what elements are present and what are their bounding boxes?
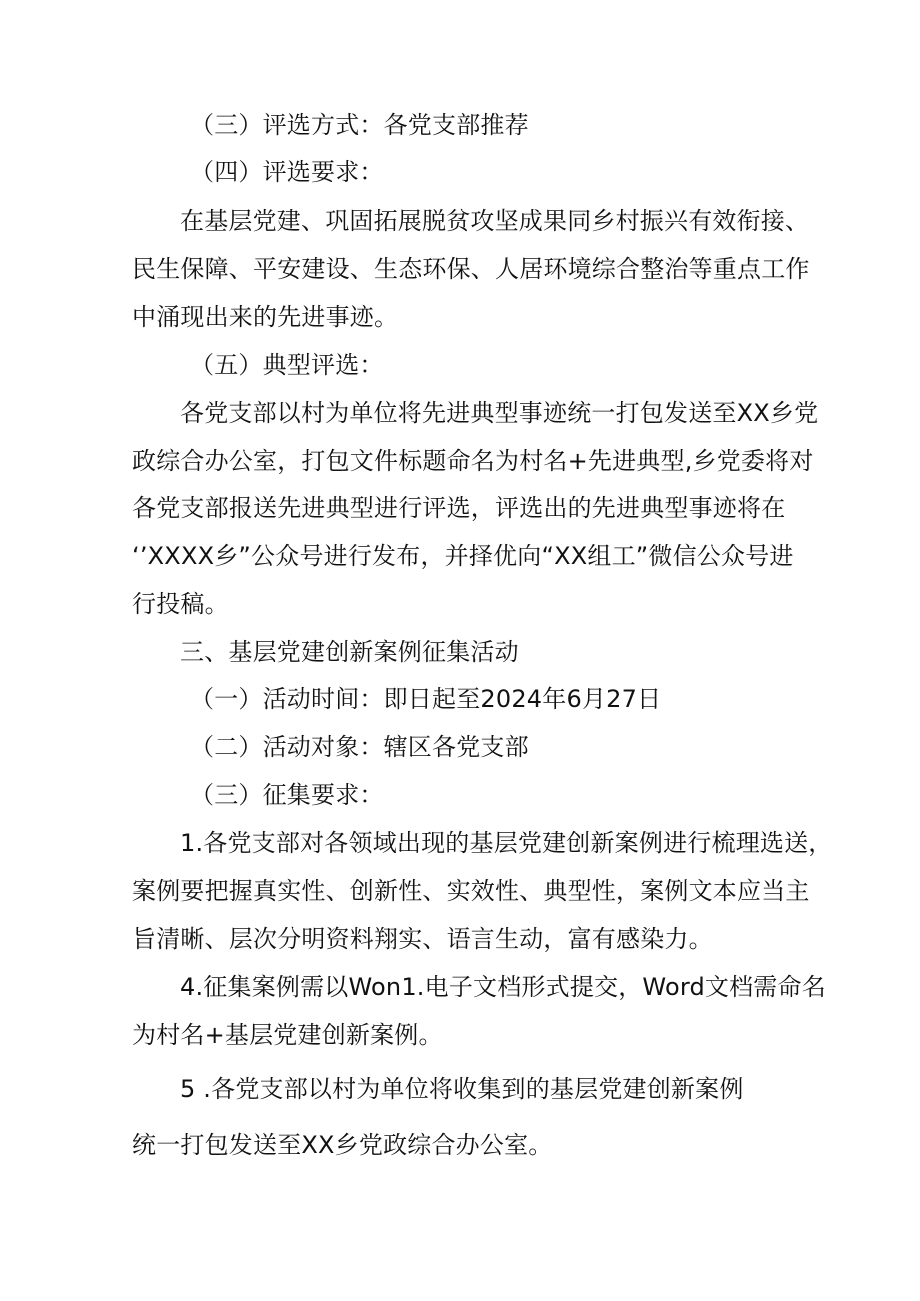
text-line: 旨清晰、层次分明资料翔实、语言生动，富有感染力。 [132, 925, 713, 953]
text-line: 案例要把握真实性、创新性、实效性、典型性，案例文本应当主 [132, 877, 810, 905]
text-line: （五）典型评选： [190, 351, 384, 379]
text-line: 5 .各党支部以村为单位将收集到的基层党建创新案例 [180, 1075, 744, 1103]
text-line: 4.征集案例需以Won1.电子文档形式提交，Word文档需命名 [180, 973, 826, 1001]
text-line: 民生保障、平安建设、生态环保、人居环境综合整治等重点工作 [132, 255, 810, 283]
text-line: 各党支部以村为单位将先进典型事迹统一打包发送至XX乡党 [180, 399, 819, 427]
text-line: 在基层党建、巩固拓展脱贫攻坚成果同乡村振兴有效衔接、 [180, 207, 810, 235]
text-line: （二）活动对象：辖区各党支部 [190, 733, 529, 761]
section-heading: 三、基层党建创新案例征集活动 [180, 638, 519, 666]
text-line: （四）评选要求： [190, 158, 384, 186]
text-line: 政综合办公室，打包文件标题命名为村名+先进典型,乡党委将对 [132, 447, 814, 475]
text-line: （三）评选方式：各党支部推荐 [190, 111, 529, 139]
text-line: 为村名+基层党建创新案例。 [132, 1021, 443, 1049]
text-line: 各党支部报送先进典型进行评选，评选出的先进典型事迹将在 [132, 494, 786, 522]
text-line: 统一打包发送至XX乡党政综合办公室。 [132, 1131, 553, 1159]
text-line: 中涌现出来的先进事迹。 [132, 303, 399, 331]
text-line: 1.各党支部对各领域出现的基层党建创新案例进行梳理选送， [180, 829, 833, 857]
text-line: （一）活动时间：即日起至2024年6月27日 [190, 685, 662, 713]
text-line: 行投稿。 [132, 590, 229, 618]
text-line: ‘’XXXX乡”公众号进行发布，并择优向“XX组工”微信公众号进 [132, 542, 794, 570]
text-line: （三）征集要求： [190, 781, 384, 809]
